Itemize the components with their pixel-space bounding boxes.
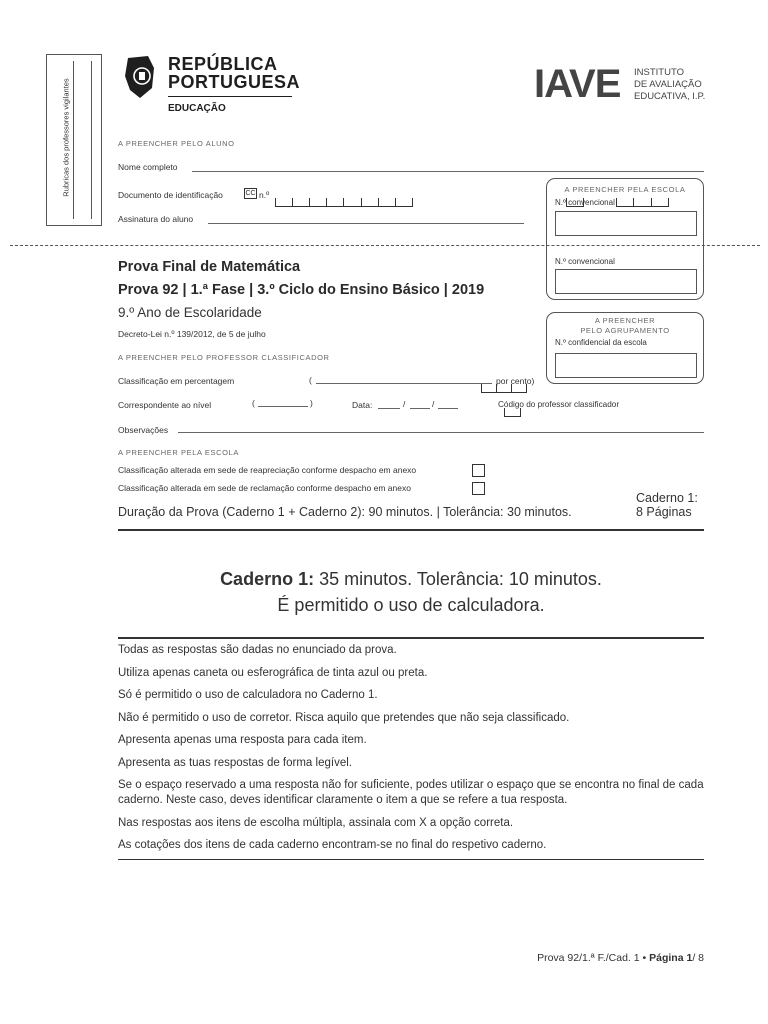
document-number-boxes[interactable] — [275, 199, 413, 207]
instructions-list — [118, 643, 708, 861]
caderno-title-bold: Caderno 1: — [220, 569, 315, 589]
level-close-paren: ) — [310, 398, 313, 408]
date-slash-1: / — [403, 399, 406, 409]
complaint-text: Classificação alterada em sede de reclamação conforme despacho em anexo — [118, 483, 411, 493]
complaint-checkbox[interactable] — [472, 482, 485, 495]
date-year-field[interactable] — [438, 408, 458, 409]
logo-divider — [168, 96, 292, 97]
percentage-boxes[interactable] — [481, 385, 527, 393]
level-box[interactable] — [504, 409, 521, 417]
convencional-input-2[interactable] — [555, 269, 697, 294]
school-section-heading: A PREENCHER PELA ESCOLA — [118, 448, 239, 457]
percentage-label: Classificação em percentagem — [118, 376, 235, 386]
grouping-field-label: N.º confidencial da escola — [555, 338, 647, 347]
footer-suffix: / 8 — [692, 952, 704, 964]
observations-label: Observações — [118, 425, 169, 435]
exam-year: 9.º Ano de Escolaridade — [118, 305, 262, 320]
exam-subtitle: Prova 92 | 1.ª Fase | 3.º Ciclo do Ensino Básico | 2019 — [118, 282, 485, 298]
grouping-panel — [546, 312, 704, 384]
date-day-field[interactable] — [378, 408, 400, 409]
iave-name-3: EDUCATIVA, I.P. — [634, 91, 706, 102]
instruction-item: Utiliza apenas caneta ou esferográfica de tinta azul ou preta. — [118, 666, 428, 679]
instructions-bottom-rule — [118, 859, 704, 860]
exam-decree: Decreto-Lei n.º 139/2012, de 5 de julho — [118, 329, 266, 339]
iave-logo — [534, 64, 714, 108]
school-panel-field2-label: N.º convencional — [555, 257, 615, 266]
duration-text: Duração da Prova (Caderno 1 + Caderno 2): 90 minutos. | Tolerância: 30 minutos. — [118, 505, 572, 519]
republica-line1: REPÚBLICA — [168, 54, 278, 74]
documento-label: Documento de identificação — [118, 190, 223, 200]
instruction-item: Todas as respostas são dadas no enunciado da prova. — [118, 644, 397, 656]
vigilante-signature-line-1[interactable] — [73, 61, 74, 219]
cut-line — [10, 245, 760, 246]
cc-checkbox[interactable] — [244, 188, 257, 199]
percentage-words-field[interactable] — [316, 383, 492, 384]
caderno-pages-1: Caderno 1: — [636, 491, 698, 505]
classifier-heading: A PREENCHER PELO PROFESSOR CLASSIFICADOR — [118, 353, 330, 362]
instruction-item: Não é permitido o uso de corretor. Risca aquilo que pretendes que não seja classificado. — [118, 711, 570, 724]
student-section-heading: A PREENCHER PELO ALUNO — [118, 139, 235, 148]
instruction-item: Só é permitido o uso de calculadora no Caderno 1. — [118, 689, 378, 701]
grouping-heading-2: PELO AGRUPAMENTO — [580, 326, 670, 335]
percentage-open-paren: ( — [309, 375, 312, 385]
duration-rule — [118, 529, 704, 531]
caderno-calculator: É permitido o uso de calculadora. — [277, 595, 545, 615]
percent-suffix: por cento) — [496, 376, 535, 386]
school-panel-field1-label: N.º convencional — [555, 198, 615, 207]
republica-line2: PORTUGUESA — [168, 72, 301, 92]
convencional-input-1[interactable] — [555, 211, 697, 236]
observations-field[interactable] — [178, 432, 704, 433]
instruction-item: Apresenta as tuas respostas de forma legível. — [118, 756, 352, 769]
republica-logo — [122, 54, 301, 120]
nome-field[interactable] — [192, 171, 704, 172]
cc-label: CC — [245, 190, 256, 197]
exam-title: Prova Final de Matemática — [118, 259, 301, 275]
grouping-heading-1: A PREENCHER — [594, 316, 656, 325]
instruction-item: As cotações dos itens de cada caderno encontram-se no final do respetivo caderno. — [118, 839, 547, 851]
instruction-item: Se o espaço reservado a uma resposta não for suficiente, podes utilizar o espaço que se encontra no final de cada caderno. Neste caso, deves identificar claramente o item a que se refere a tua resposta. — [118, 779, 704, 806]
caderno-pages-2: 8 Páginas — [636, 505, 692, 519]
level-words-field[interactable] — [258, 406, 308, 407]
vigilantes-label: Rubricas dos professores vigilantes — [61, 78, 71, 197]
caderno-title-rest: 35 minutos. Tolerância: 10 minutos. — [314, 569, 602, 589]
level-label: Correspondente ao nível — [118, 400, 212, 410]
instruction-item: Apresenta apenas uma resposta para cada item. — [118, 734, 367, 746]
instructions-top-rule — [118, 637, 704, 639]
date-label: Data: — [352, 400, 373, 410]
footer-page: Página 1 — [649, 952, 693, 964]
reappreciation-checkbox[interactable] — [472, 464, 485, 477]
iave-letters: IAVE — [534, 62, 621, 106]
school-panel — [546, 178, 704, 300]
instruction-item: Nas respostas aos itens de escolha múltipla, assinala com X a opção correta. — [118, 816, 514, 829]
iave-name-1: INSTITUTO — [634, 67, 684, 78]
coat-of-arms-icon — [122, 54, 158, 100]
vigilantes-box — [46, 54, 102, 226]
assinatura-label: Assinatura do aluno — [118, 214, 194, 224]
code-label: Código do professor classificador — [498, 400, 620, 409]
date-month-field[interactable] — [410, 408, 430, 409]
school-panel-heading: A PREENCHER PELA ESCOLA — [564, 185, 686, 194]
level-open-paren: ( — [252, 398, 255, 408]
educacao-label: EDUCAÇÃO — [168, 103, 226, 114]
reappreciation-text: Classificação alterada em sede de reapreciação conforme despacho em anexo — [118, 465, 417, 475]
confidencial-input[interactable] — [555, 353, 697, 378]
assinatura-field[interactable] — [208, 223, 524, 224]
iave-name-2: DE AVALIAÇÃO — [634, 79, 702, 90]
vigilante-signature-line-2[interactable] — [91, 61, 92, 219]
date-slash-2: / — [432, 399, 435, 409]
caderno-title — [118, 569, 704, 590]
page-footer — [450, 952, 704, 964]
footer-prefix: Prova 92/1.ª F./Cad. 1 • — [537, 952, 647, 964]
numero-label: n.º — [259, 190, 270, 200]
nome-label: Nome completo — [118, 162, 178, 172]
